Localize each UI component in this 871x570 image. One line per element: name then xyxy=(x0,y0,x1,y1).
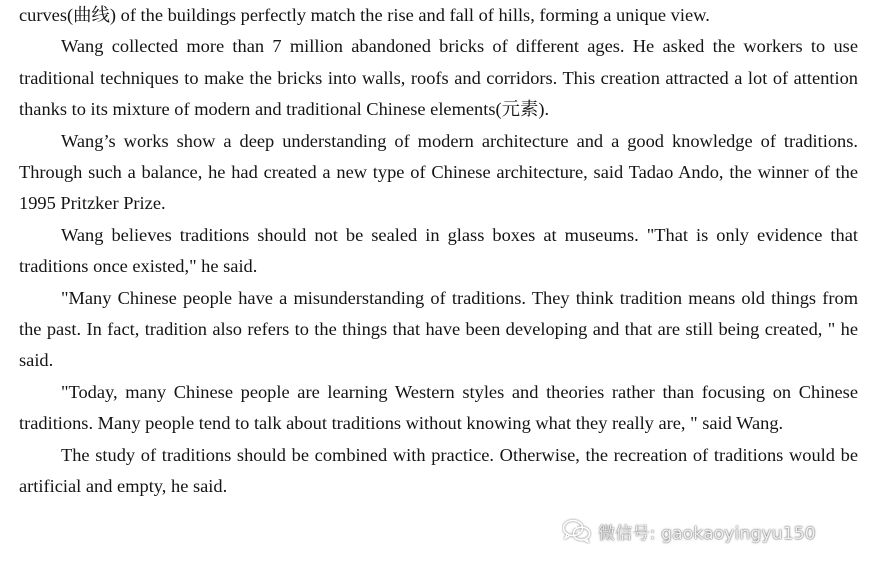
paragraph-glass-boxes: Wang believes traditions should not be sealed in glass boxes at museums. "That is only evidence that traditions once existed," he said. xyxy=(19,224,858,277)
paragraph-misunderstanding: "Many Chinese people have a misunderstanding of traditions. They think tradition means old things from the past. In fact, tradition also refers to the things that have been developing and that are still being created, " he said. xyxy=(19,287,858,371)
wechat-icon xyxy=(562,518,592,544)
paragraph-continuation: curves(曲线) of the buildings perfectly match the rise and fall of hills, forming a unique view. xyxy=(19,5,710,25)
wechat-watermark xyxy=(562,515,816,547)
paragraph-western-styles: "Today, many Chinese people are learning Western styles and theories rather than focusing on Chinese traditions. Many people tend to talk about traditions without knowing what they really are, " said Wang. xyxy=(19,381,858,434)
paragraph-bricks: Wang collected more than 7 million abandoned bricks of different ages. He asked the workers to use traditional techniques to make the bricks into walls, roofs and corridors. This creation attracted a lot of attention thanks to its mixture of modern and traditional Chinese elements(元素). xyxy=(19,36,858,120)
paragraph-practice: The study of traditions should be combined with practice. Otherwise, the recreation of traditions would be artificial and empty, he said. xyxy=(19,444,858,497)
document-body xyxy=(19,0,858,503)
watermark-text: 微信号: gaokaoyingyu150 xyxy=(598,523,816,544)
paragraph-tadao-ando: Wang’s works show a deep understanding of modern architecture and a good knowledge of traditions. Through such a balance, he had created a new type of Chinese architecture, said Tadao Ando, the winner of the 1995 Pritzker Prize. xyxy=(19,130,858,214)
